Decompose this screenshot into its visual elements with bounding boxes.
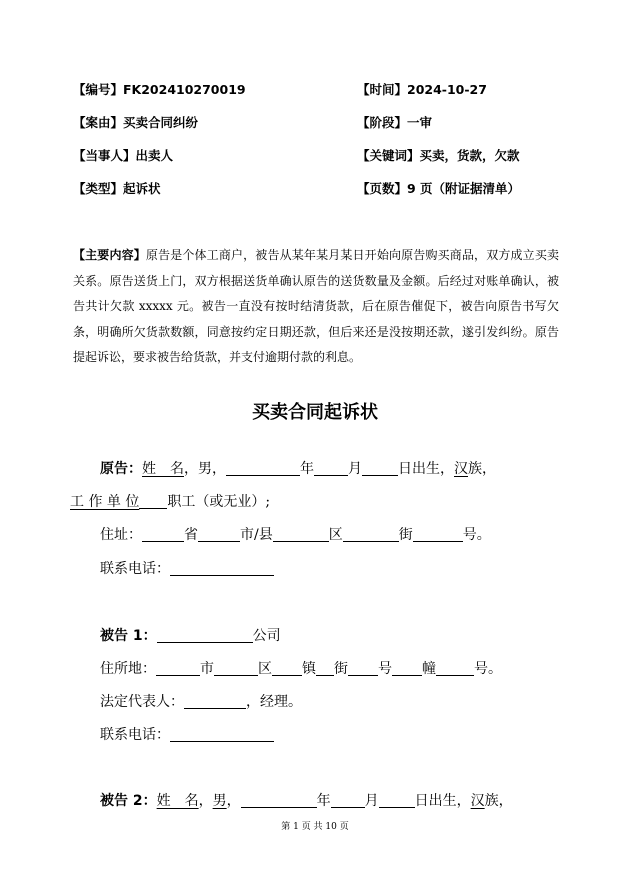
d1-town-blank (272, 660, 302, 676)
case-keywords: 【关键词】买卖，货款，欠款 (357, 148, 520, 163)
d2-day-blank (379, 792, 415, 808)
ethnic-suffix: 族， (468, 461, 496, 477)
company-text: 公司 (252, 628, 281, 644)
province-blank (142, 526, 184, 542)
d1-street-text: 街 (334, 661, 348, 677)
d1-room-blank (436, 660, 474, 676)
d1-phone-blank (170, 726, 274, 742)
d2-birth-text: 日出生， (414, 793, 471, 809)
company-blank (157, 627, 253, 643)
case-cause: 【案由】买卖合同纠纷 (73, 115, 199, 130)
defendant2-ethnic: 汉 (470, 793, 485, 809)
plaintiff-gender: 男 (198, 461, 212, 477)
d1-phone-label: 联系电话： (100, 727, 170, 743)
defendant1-phone-line (100, 724, 274, 744)
case-number: 【编号】FK202410270019 (73, 82, 246, 97)
d1-district-blank (214, 660, 258, 676)
d1-room-text: 号。 (474, 661, 502, 677)
d1-city-text: 市 (200, 661, 214, 677)
rep-label: 法定代表人： (100, 694, 184, 710)
case-pages: 【页数】9 页（附证据清单） (357, 181, 521, 196)
rep-suffix: ，经理。 (246, 694, 302, 710)
phone-blank (170, 560, 274, 576)
year-text: 年 (300, 461, 314, 477)
page-footer: 第 1 页 共 10 页 (281, 822, 349, 832)
d1-district-text: 区 (258, 661, 272, 677)
district-blank (273, 526, 329, 542)
city-blank (198, 526, 240, 542)
birth-day-blank (362, 460, 398, 476)
district-text: 区 (328, 527, 343, 543)
d1-street-blank (316, 660, 334, 676)
number-text: 号。 (462, 527, 491, 543)
plaintiff-ethnic: 汉 (454, 461, 468, 477)
document-title: 买卖合同起诉状 (252, 402, 378, 423)
case-type: 【类型】起诉状 (73, 181, 161, 196)
case-stage: 【阶段】一审 (357, 115, 433, 130)
rep-blank (184, 693, 246, 709)
defendant2-line: 被告 2：姓 名，男， 年 月 日出生，汉族， (100, 793, 513, 809)
defendant1-address-line (100, 658, 502, 678)
number-blank (413, 526, 463, 542)
month-text: 月 (348, 461, 362, 477)
plaintiff-name: 姓 名 (142, 461, 184, 477)
d2-year-blank (241, 792, 317, 808)
defendant1-line (100, 625, 281, 645)
d1-number-blank (348, 660, 378, 676)
summary-paragraph (73, 243, 559, 371)
d1-building-blank (392, 660, 422, 676)
plaintiff-line: 原告：姓 名，男， 年 月 日出生，汉族， (100, 461, 496, 477)
street-blank (343, 526, 399, 542)
street-text: 街 (398, 527, 413, 543)
d1-number-text: 号 (378, 661, 392, 677)
defendant2-gender: 男 (212, 793, 227, 809)
birth-year-blank (226, 460, 300, 476)
defendant2-name: 姓 名 (156, 793, 199, 809)
summary-label: 【主要内容】 (73, 248, 146, 262)
d1-town-text: 镇 (302, 661, 316, 677)
defendant1-label: 被告 1： (100, 628, 157, 644)
d2-ethnic-suffix: 族， (484, 793, 513, 809)
province-text: 省 (184, 527, 198, 543)
plaintiff-label: 原告： (100, 461, 142, 477)
d2-month-blank (331, 792, 365, 808)
city-text: 市/县 (240, 527, 273, 543)
address-label: 住址： (100, 527, 142, 543)
birth-text: 日出生， (398, 461, 454, 477)
plaintiff-workplace: 工 作 单 位 (70, 494, 140, 510)
birth-month-blank (314, 460, 348, 476)
case-party: 【当事人】出卖人 (73, 148, 174, 163)
plaintiff-work-line (70, 491, 270, 511)
d1-city-blank (156, 660, 200, 676)
d1-address-label: 住所地： (100, 661, 156, 677)
d2-year-text: 年 (316, 793, 331, 809)
d2-month-text: 月 (364, 793, 379, 809)
phone-label: 联系电话： (100, 561, 170, 577)
plaintiff-phone-line (100, 558, 274, 578)
defendant2-label: 被告 2： (100, 793, 157, 809)
defendant1-rep-line (100, 691, 302, 711)
plaintiff-job: 职工（或无业）; (167, 494, 271, 510)
case-time: 【时间】2024-10-27 (357, 82, 487, 97)
workplace-blank (139, 493, 167, 509)
d1-building-text: 幢 (422, 661, 436, 677)
summary-text: 原告是个体工商户，被告从某年某月某日开始向原告购买商品，双方成立买卖关系。原告送货上门，双方根据送货单确认原告的送货数量及金额。后经过对账单确认，被告共计欠款 xxxxx 元。被告一直没有按时结清货款，后在原告催促下，被告向原告书写欠条，明确所欠货款数额，同意按约定日期还款，但后来还是没按期还款，遂引发纠纷。原告提起诉讼，要求被告给货款，并支付逾期付款的利息。 (73, 248, 559, 364)
plaintiff-address-line (100, 524, 491, 544)
